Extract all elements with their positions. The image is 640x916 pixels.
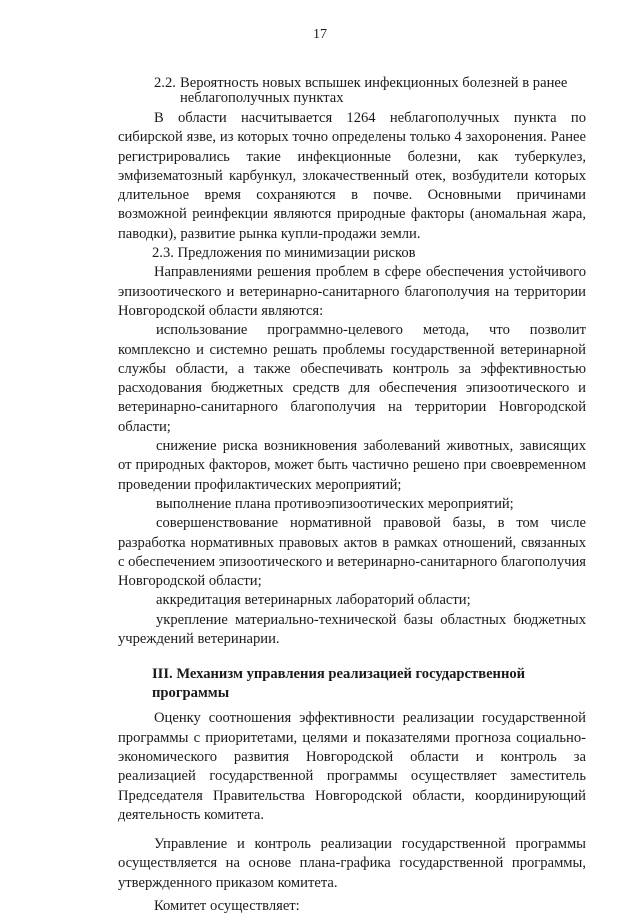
list-item: использование программно-целевого метода, что позволит комплексно и системно решать проблемы государственной ветеринарной службы области, а также обеспечивать контроль за эффективностью расходования бюджетных средств для обеспечения эпизоотического и ветеринарно-санитарного благополучия на территории Новгородской области;: [118, 322, 586, 435]
section-2-3-heading: 2.3. Предложения по минимизации рисков: [152, 245, 416, 262]
section-3-paragraph: Управление и контроль реализации государственной программы осуществляется на основе плана-графика государственной программы, утвержденного приказом комитета.: [118, 836, 586, 891]
section-2-2-paragraph: В области насчитывается 1264 неблагополучных пункта по сибирской язве, из которых точно определены только 4 захоронения. Ранее регистрировались такие инфекционные болезни, как туберкулез, эмфизематозный карбункул, злокачественный отек, возбудители которых длительное время сохраняются в почве. Основными причинами возможной реинфекции являются природные факторы (аномальная жара, паводки), развитие рынка купли-продажи земли.: [118, 110, 586, 242]
section-2-3-intro: Направлениями решения проблем в сфере обеспечения устойчивого эпизоотического и ветеринарно-санитарного благополучия на территории Новгородской области являются:: [118, 264, 586, 319]
page-number: 17: [313, 27, 327, 42]
section-3-paragraph: Комитет осуществляет:: [154, 897, 300, 914]
list-item: выполнение плана противоэпизоотических мероприятий;: [156, 495, 514, 512]
section-2-2-heading: [118, 76, 586, 105]
list-item: совершенствование нормативной правовой базы, в том числе разработка нормативных правовых актов в рамках отношений, связанных с обеспечением эпизоотического и ветеринарно-санитарного благополучия Новгородской области;: [118, 515, 586, 590]
section-2-2-title: Вероятность новых вспышек инфекционных болезней в ранее неблагополучных пунктах: [180, 75, 568, 106]
list-item: укрепление материально-технической базы областных бюджетных учреждений ветеринарии.: [118, 611, 586, 648]
document-body: [118, 76, 586, 916]
section-3-heading: III. Механизм управления реализацией государственной программы: [152, 666, 526, 702]
section-2-2-number: 2.2.: [154, 75, 176, 91]
list-item: аккредитация ветеринарных лабораторий области;: [156, 592, 471, 609]
section-3-paragraph: Оценку соотношения эффективности реализации государственной программы с приоритетами, целями и показателями прогноза социально-экономического развития Новгородской области и контроль за реализацией государственной программы осуществляет заместитель Председателя Правительства Новгородской области, координирующий деятельность комитета.: [118, 710, 586, 823]
list-item: снижение риска возникновения заболеваний животных, зависящих от природных факторов, может быть частично решено при своевременном проведении профилактических мероприятий;: [118, 438, 586, 493]
